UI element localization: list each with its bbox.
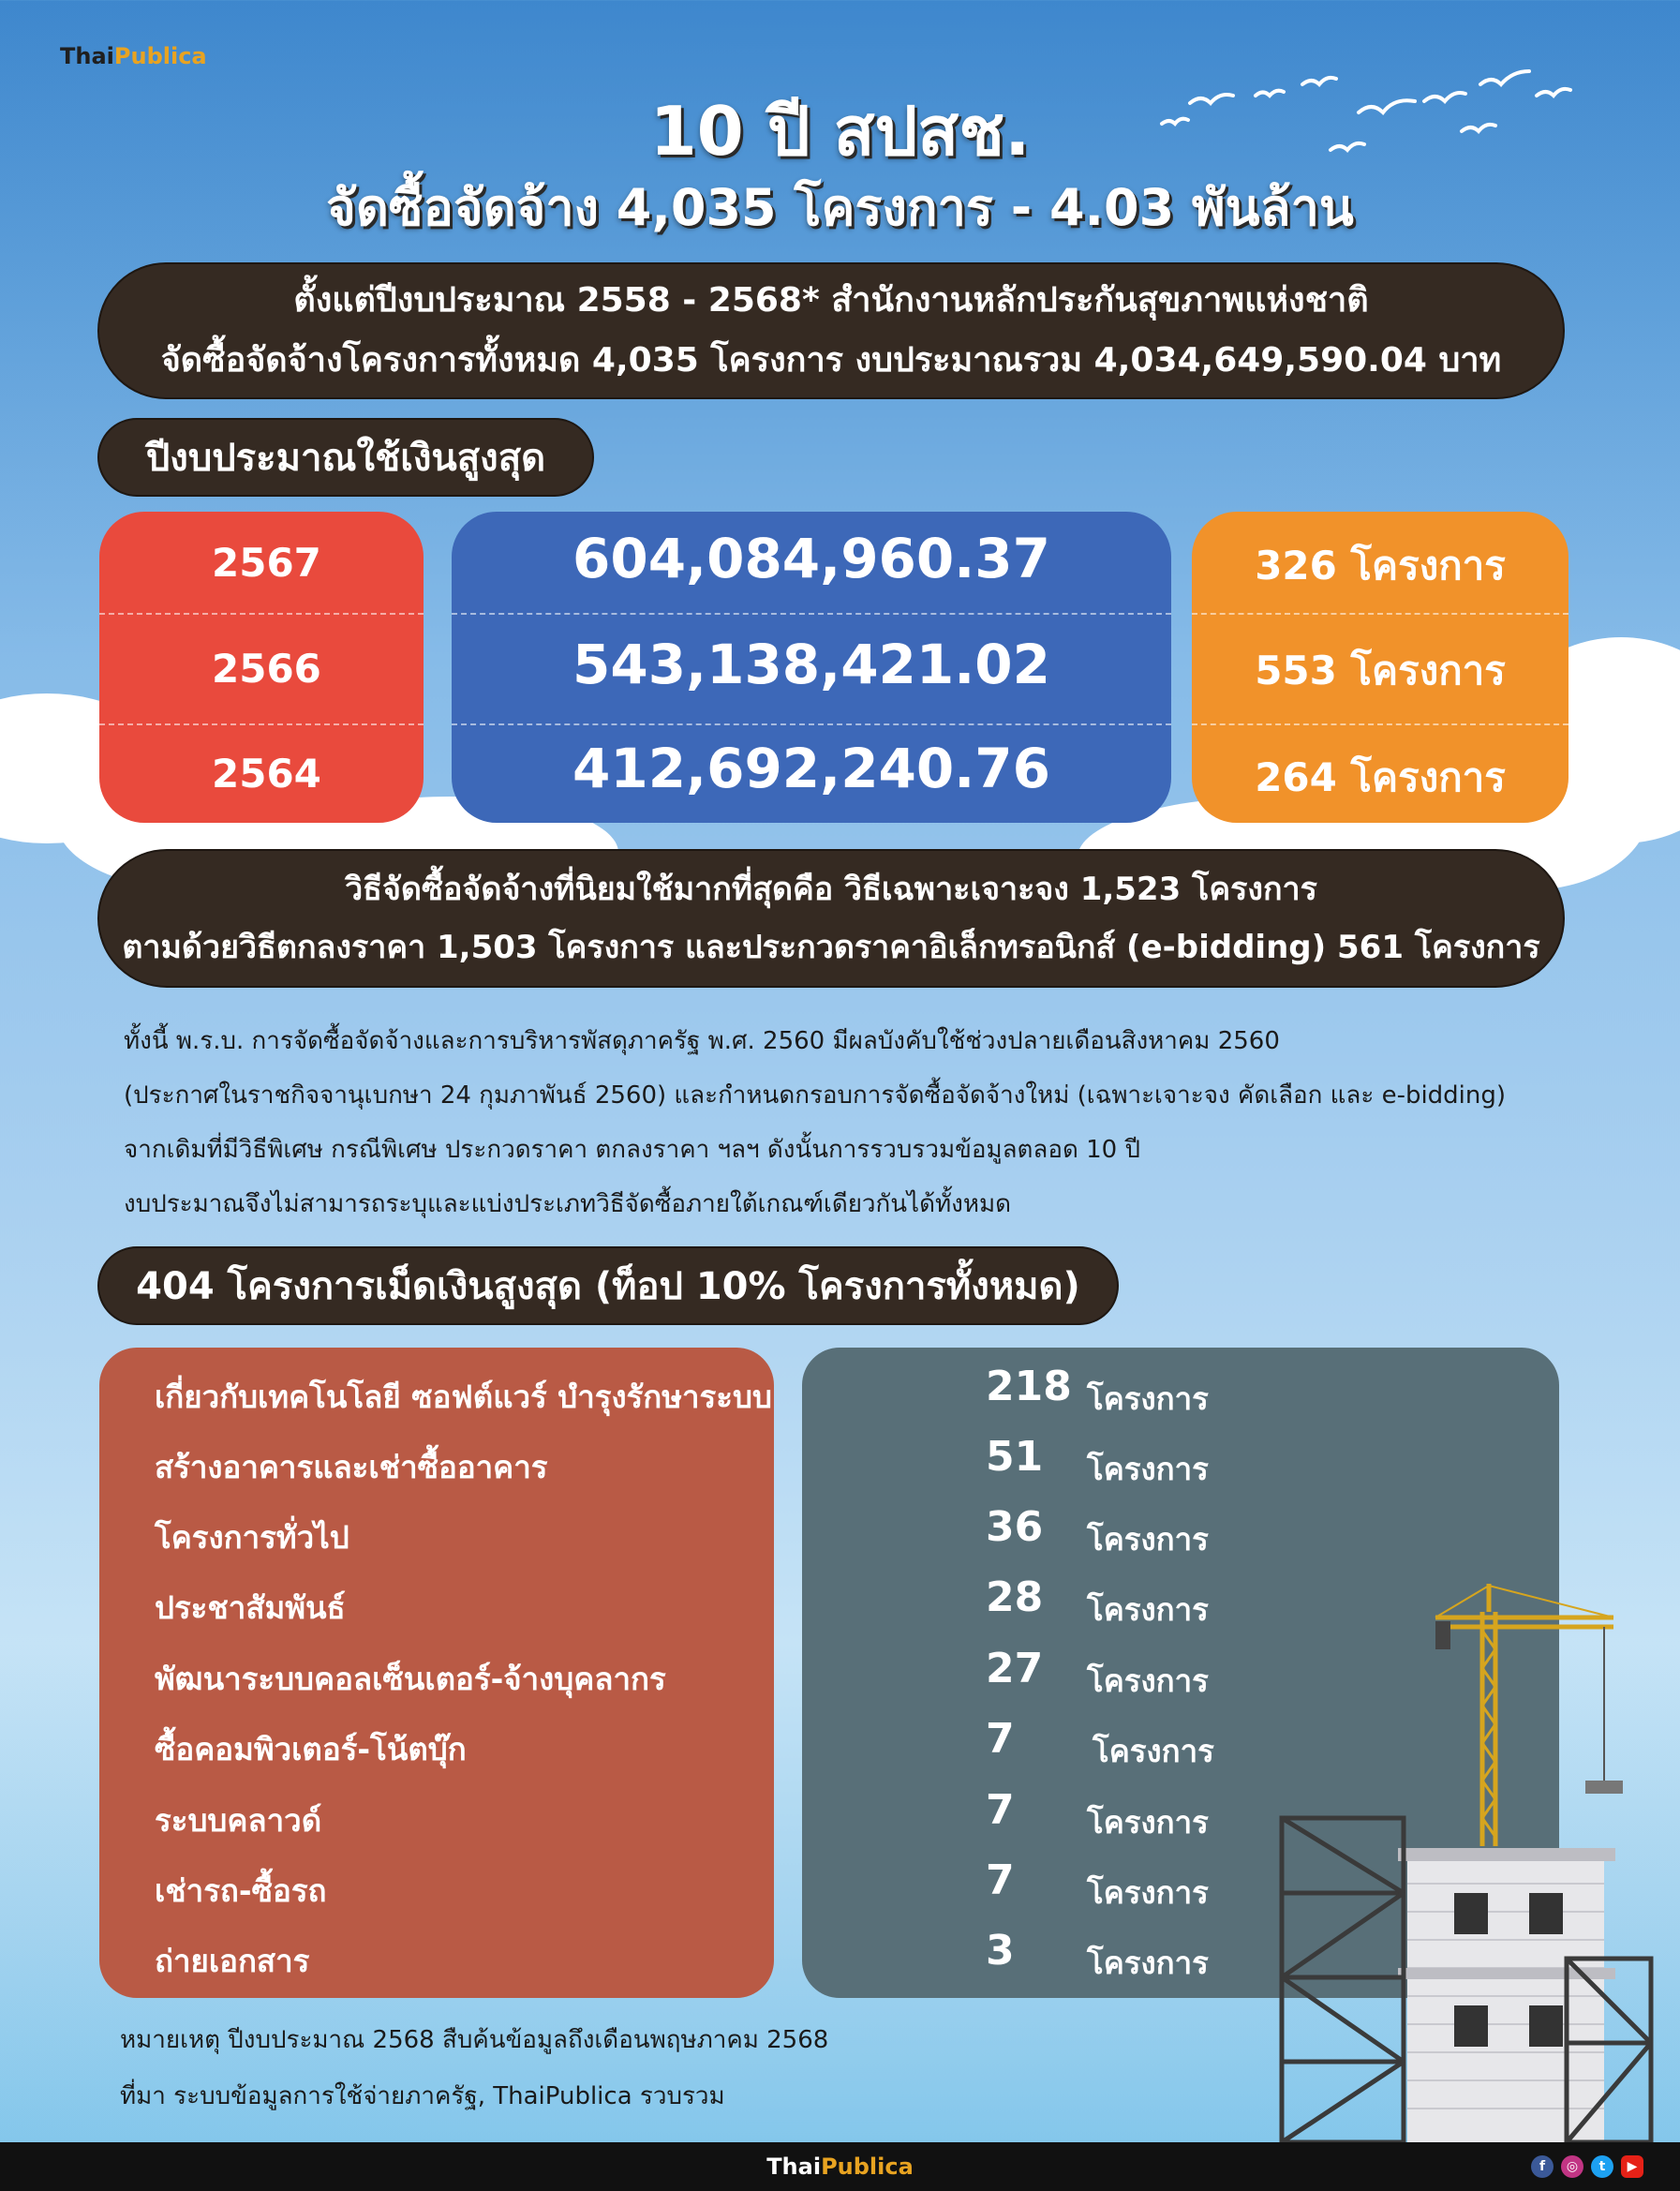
footer-logo-suffix: Publica [821,2154,914,2180]
youtube-icon[interactable]: ▶ [1621,2155,1643,2178]
methods-banner [97,849,1565,988]
projects-row [1192,613,1568,729]
instagram-icon[interactable]: ◎ [1561,2155,1583,2178]
count-value: 51 [986,1433,1044,1481]
count-unit: โครงการ [1087,1451,1209,1487]
amount-value: 604,084,960.37 [572,527,1051,590]
note-line: (ประกาศในราชกิจจานุเบกษา 24 กุมภาพันธ์ 2560) และกำหนดกรอบการจัดซื้อจัดจ้างใหม่ (เฉพาะเจาะจง คัดเลือก และ e-bidding) [124,1081,1507,1110]
brand-logo [60,43,207,69]
count-unit: โครงการ [1087,1945,1209,1981]
count-unit: โครงการ [1087,1521,1209,1558]
projects-panel [1192,512,1568,823]
year-value: 2566 [212,645,321,692]
count-value: 28 [986,1573,1044,1621]
category-label: เกี่ยวกับเทคโนโลยี ซอฟต์แวร์ บำรุงรักษาระบบ [155,1379,772,1415]
amount-value: 412,692,240.76 [572,737,1051,800]
amount-row [452,512,1171,605]
year-row [99,512,424,613]
methods-line-2: ตามด้วยวิธีตกลงราคา 1,503 โครงการ และประกวดราคาอิเล็กทรอนิกส์ (e-bidding) 561 โครงการ [122,929,1540,966]
category-label: โครงการทั่วไป [155,1519,349,1556]
top-years-heading-text: ปีงบประมาณใช้เงินสูงสุด [145,437,546,480]
top-projects-heading [97,1246,1119,1325]
count-value: 27 [986,1645,1044,1692]
category-label: ระบบคลาวด์ [155,1802,322,1839]
note-line: ทั้งนี้ พ.ร.บ. การจัดซื้อจัดจ้างและการบริหารพัสดุภาครัฐ พ.ศ. 2560 มีผลบังคับใช้ช่วงปลายเดือนสิงหาคม 2560 [124,1027,1280,1055]
note-line: งบประมาณจึงไม่สามารถระบุและแบ่งประเภทวิธีจัดซื้อภายใต้เกณฑ์เดียวกันได้ทั้งหมด [124,1190,1012,1218]
count-value: 36 [986,1503,1044,1551]
count-value: 7 [986,1786,1015,1834]
logo-suffix: Publica [113,43,207,69]
count-value: 7 [986,1715,1015,1763]
twitter-icon[interactable]: t [1591,2155,1613,2178]
logo-prefix: Thai [60,43,114,69]
year-row [99,723,424,823]
facebook-icon[interactable]: f [1531,2155,1554,2178]
source-note: ที่มา ระบบข้อมูลการใช้จ่ายภาครัฐ, ThaiPublica รวบรวม [120,2082,725,2110]
amount-panel [452,512,1171,823]
category-label: พัฒนาระบบคอลเซ็นเตอร์-จ้างบุคลากร [155,1661,666,1697]
page-title: 10 ปี สปสช. [649,92,1031,171]
construction-illustration [1267,1584,1660,2142]
count-unit: โครงการ [1087,1874,1209,1911]
footer-logo [766,2154,914,2180]
year-row [99,613,424,723]
category-label: ซื้อคอมพิวเตอร์-โน้ตบุ๊ก [155,1731,467,1767]
footer-bar [0,2142,1680,2191]
footer-logo-prefix: Thai [766,2154,822,2180]
category-label: ถ่ายเอกสาร [155,1943,310,1979]
projects-value: 264 โครงการ [1255,754,1506,800]
count-value: 3 [986,1927,1015,1975]
projects-value: 553 โครงการ [1255,648,1506,693]
projects-row [1192,723,1568,823]
year-value: 2564 [212,750,321,797]
methods-line-1: วิธีจัดซื้อจัดจ้างที่นิยมใช้มากที่สุดคือ วิธีเฉพาะเจาะจง 1,523 โครงการ [345,871,1317,908]
projects-row [1192,512,1568,620]
amount-row [452,723,1171,813]
note-line: จากเดิมที่มีวิธีพิเศษ กรณีพิเศษ ประกวดราคา ตกลงราคา ฯลฯ ดังนั้นการรวบรวมข้อมูลตลอด 10 ปี [124,1136,1140,1164]
summary-banner [97,262,1565,399]
category-label: เช่ารถ-ซื้อรถ [155,1872,327,1909]
year-value: 2567 [212,539,321,586]
category-label: ประชาสัมพันธ์ [155,1589,346,1626]
count-unit: โครงการ [1093,1733,1214,1769]
count-value: 218 [986,1363,1072,1410]
summary-line-2: จัดซื้อจัดจ้างโครงการทั้งหมด 4,035 โครงการ งบประมาณรวม 4,034,649,590.04 บาท [160,341,1502,380]
top-projects-heading-text: 404 โครงการเม็ดเงินสูงสุด (ท็อป 10% โครงการทั้งหมด) [136,1265,1080,1308]
page-subtitle: จัดซื้อจัดจ้าง 4,035 โครงการ - 4.03 พันล้าน [326,178,1354,237]
top-years-heading [97,418,594,497]
projects-value: 326 โครงการ [1255,543,1506,589]
count-unit: โครงการ [1087,1380,1209,1417]
count-unit: โครงการ [1087,1591,1209,1628]
remark-note: หมายเหตุ ปีงบประมาณ 2568 สืบค้นข้อมูลถึงเดือนพฤษภาคม 2568 [120,2026,829,2054]
amount-value: 543,138,421.02 [572,633,1051,696]
amount-row [452,613,1171,716]
year-panel [99,512,424,823]
category-label: สร้างอาคารและเช่าซื้ออาคาร [155,1449,548,1485]
count-unit: โครงการ [1087,1662,1209,1699]
summary-line-1: ตั้งแต่ปีงบประมาณ 2558 - 2568* สำนักงานหลักประกันสุขภาพแห่งชาติ [293,281,1369,320]
count-value: 7 [986,1856,1015,1904]
count-unit: โครงการ [1087,1804,1209,1841]
